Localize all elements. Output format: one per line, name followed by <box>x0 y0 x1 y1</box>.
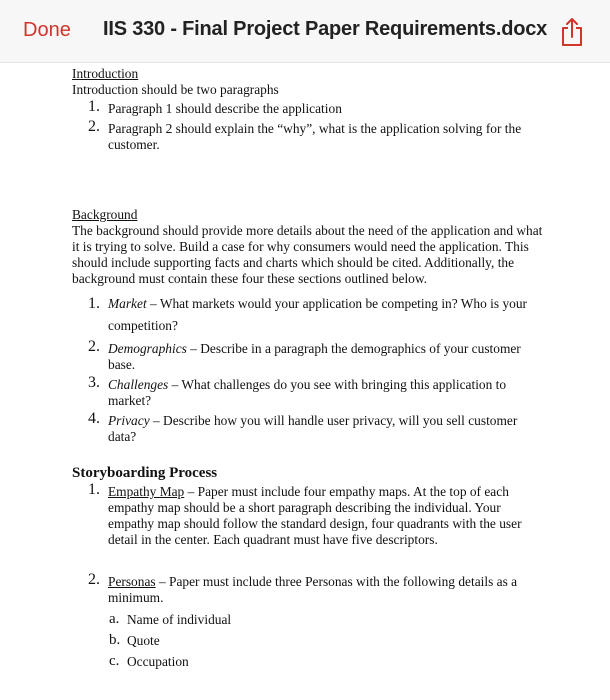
storyboarding-heading: Storyboarding Process <box>72 465 218 481</box>
storyboarding-list <box>72 481 547 670</box>
list-number: 1. <box>88 98 100 115</box>
list-item-text: – Paper must include four empathy maps. At the top of each empathy map should be a short paragraph describing the individual. Your empathy map should follow the standard design, four quadrants with the user detail in the center. Each quadrant must have five descriptors. <box>108 484 522 547</box>
list-item-text: – What markets would your application be competing in? Who is your competition? <box>108 296 527 333</box>
background-section <box>72 207 547 445</box>
list-item <box>72 293 547 337</box>
document-title: IIS 330 - Final Project Paper Requirements.docx <box>103 18 548 40</box>
sub-list-item <box>72 654 547 670</box>
list-number: 2. <box>88 571 100 588</box>
list-item <box>72 98 547 117</box>
list-item-text: – What challenges do you see with bringing this application to market? <box>108 377 507 408</box>
sub-list-item <box>72 612 547 628</box>
introduction-section <box>72 66 547 153</box>
list-number: 4. <box>88 410 100 427</box>
list-item-text: – Describe how you will handle user privacy, will you sell customer data? <box>108 413 518 444</box>
list-item <box>72 571 547 670</box>
sub-list-text: Occupation <box>127 654 189 669</box>
list-number: 2. <box>88 118 100 135</box>
storyboarding-section <box>72 465 547 670</box>
introduction-list <box>72 98 547 153</box>
introduction-text: Introduction should be two paragraphs <box>72 82 279 97</box>
document-body <box>72 66 547 675</box>
list-item <box>72 118 547 153</box>
list-term: Empathy Map <box>108 484 185 499</box>
sub-list-letter: c. <box>109 653 120 669</box>
list-item <box>72 374 547 409</box>
done-button[interactable]: Done <box>23 19 71 41</box>
sub-list-item <box>72 633 547 649</box>
list-term: Privacy <box>108 413 150 428</box>
list-item-text: – Describe in a paragraph the demographics of your customer base. <box>108 341 521 372</box>
sub-list-letter: b. <box>109 632 121 648</box>
list-term: Market <box>108 296 147 311</box>
list-item <box>72 338 547 373</box>
list-item <box>72 481 547 548</box>
sub-list-text: Name of individual <box>127 612 232 627</box>
list-number: 1. <box>88 481 100 498</box>
list-item-text: – Paper must include three Personas with the following details as a minimum. <box>108 574 518 605</box>
list-number: 1. <box>88 295 100 312</box>
background-heading: Background <box>72 207 138 222</box>
persona-details-list <box>72 612 547 670</box>
list-number: 3. <box>88 374 100 391</box>
list-term: Challenges <box>108 377 169 392</box>
list-item <box>72 410 547 445</box>
background-text: The background should provide more details about the need of the application and what it is trying to solve. Build a case for why consumers would need the application. This should include supporting facts and charts which should be cited. Additionally, the background must contain these four these sections outlined below. <box>72 223 543 286</box>
list-term: Demographics <box>108 341 187 356</box>
introduction-heading: Introduction <box>72 66 139 81</box>
list-item-text: Paragraph 2 should explain the “why”, what is the application solving for the customer. <box>108 121 522 152</box>
list-number: 2. <box>88 338 100 355</box>
top-toolbar <box>0 0 610 63</box>
background-list <box>72 293 547 445</box>
list-term: Personas <box>108 574 156 589</box>
share-icon[interactable] <box>560 17 584 47</box>
list-item-text: Paragraph 1 should describe the application <box>108 101 342 116</box>
sub-list-letter: a. <box>109 611 120 627</box>
sub-list-text: Quote <box>127 633 160 648</box>
